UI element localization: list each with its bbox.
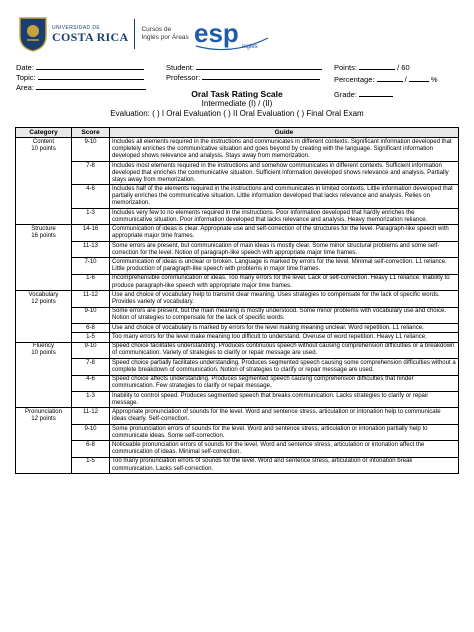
grade-row xyxy=(334,89,393,99)
table-row xyxy=(16,161,459,185)
student-label: Student: xyxy=(166,63,194,72)
percentage-field-2[interactable] xyxy=(409,74,429,82)
category-points: 16 points xyxy=(31,233,56,240)
guide-cell: Appropriate pronunciation of sounds for the level. Word and sentence stress, articulation or intonation help to communicate ideas clearly. Self-correction. xyxy=(110,408,459,424)
grade-field[interactable] xyxy=(359,89,393,97)
guide-cell: Use and choice of vocabulary is marked by errors for the level making meaning unclear. Word repetition. L1 reliance. xyxy=(110,324,459,333)
table-row xyxy=(16,258,459,274)
score-cell: 11-12 xyxy=(72,291,110,307)
category-cell xyxy=(16,408,72,474)
percentage-sep: / xyxy=(404,75,407,84)
guide-cell: Some errors are present, but communication of main ideas is mostly clear. Some minor structural problems and some self-correction for the level. Notion of paragraph-like speech with appropriate major time frames. xyxy=(110,241,459,257)
page-title: Oral Task Rating Scale xyxy=(191,89,283,99)
ucr-logo xyxy=(18,16,189,52)
points-total: / 60 xyxy=(397,63,410,72)
topic-field[interactable] xyxy=(38,72,144,80)
table-row xyxy=(16,342,459,358)
category-points: 10 points xyxy=(31,350,56,357)
esp-logo xyxy=(192,16,272,52)
grade-label: Grade: xyxy=(334,90,357,99)
score-cell: 1-5 xyxy=(72,457,110,473)
guide-cell: Speed choice facilitates understanding. Produces continuous speech without causing comprehension difficulties or a breakdown of communication. Variety of strategies to clarify or repair message are used. xyxy=(110,342,459,358)
score-cell: 6-8 xyxy=(72,324,110,333)
professor-label: Professor: xyxy=(166,73,201,82)
points-field[interactable] xyxy=(359,62,395,70)
score-cell: 9-10 xyxy=(72,138,110,162)
table-row xyxy=(16,225,459,241)
guide-cell: Speed choice partially facilitates understanding. Produces segmented speech causing some comprehension difficulties without a complete breakdown of communication. Notion of strategies to clarify or repair message are used. xyxy=(110,359,459,375)
guide-cell: Speed choice affects understanding. Produces segmented speech causing comprehension difficulties that hinder communication. Few strategies to clarify or repair message. xyxy=(110,375,459,391)
table-row xyxy=(16,274,459,290)
score-cell: 1-3 xyxy=(72,392,110,408)
percentage-field-1[interactable] xyxy=(377,74,403,82)
score-cell: 1-6 xyxy=(72,274,110,290)
score-cell: 4-6 xyxy=(72,375,110,391)
date-label: Date: xyxy=(16,63,34,72)
guide-cell: Includes very few to no elements required in the instructions. Poor information developed that hardly enriches the communicative situation. Poor information developed that lacks relevance and analysis. Heavy memorization reliance. xyxy=(110,209,459,225)
category-cell xyxy=(16,138,72,225)
esp-logo-sub: inglés xyxy=(242,44,258,50)
guide-cell: Too many pronunciation errors of sounds for the level. Word and sentence stress, articulation or intonation break communication. Lacks self-correction. xyxy=(110,457,459,473)
table-row xyxy=(16,138,459,162)
score-cell: 9-10 xyxy=(72,307,110,323)
table-row xyxy=(16,375,459,391)
guide-cell: Noticeable pronunciation errors of sounds for the level. Word and sentence stress, articulation or intonation affect the communication of ideas. Minimal self-correction. xyxy=(110,441,459,457)
guide-cell: Use and choice of vocabulary help to transmit clear meaning. Uses strategies to compensate for the lack of specific words. Provides variety of vocabulary. xyxy=(110,291,459,307)
guide-cell: Too many errors for the level make meaning too difficult to understand. Overuse of word repetition. Heavy L1 reliance. xyxy=(110,333,459,342)
percentage-suffix: % xyxy=(430,75,438,84)
category-cell xyxy=(16,225,72,291)
page-header xyxy=(14,14,460,58)
category-name: Pronunciation xyxy=(25,409,62,416)
score-cell: 11-12 xyxy=(72,408,110,424)
rubric-table xyxy=(15,127,459,474)
guide-cell: Incomprehensible communication of ideas. Too many errors for the level. Lack of self-correction. Heavy L1 reliance. Inability to produce paragraph-like speech with appropriate major time frames. xyxy=(110,274,459,290)
guide-cell: Includes half of the elements required in the instructions and communicates in limited contexts. Little information developed that partially enriches the communicative situation. Little information developed that lacks relevance and analysis. Relies on memorization. xyxy=(110,185,459,209)
table-row xyxy=(16,441,459,457)
score-header: Score xyxy=(72,128,110,138)
score-cell: 7-8 xyxy=(72,161,110,185)
table-row xyxy=(16,185,459,209)
esp-logo-text: esp xyxy=(194,18,239,48)
rubric-body xyxy=(16,138,459,474)
category-name: Structure xyxy=(31,226,56,233)
date-field[interactable] xyxy=(36,62,144,70)
table-row xyxy=(16,291,459,307)
table-row xyxy=(16,359,459,375)
guide-cell: Some pronunciation errors of sounds for the level. Word and sentence stress, articulation or intonation partially help to communicate ideas. Some self-correction. xyxy=(110,424,459,440)
category-points: 10 points xyxy=(31,146,56,153)
student-field[interactable] xyxy=(196,62,322,70)
guide-cell: Communication of ideas is clear. Appropriate use and self-correction of the structures for the level. Paragraph-like speech with appropriate major time frames. xyxy=(110,225,459,241)
topic-label: Topic: xyxy=(16,73,36,82)
program-line1: Cursos de xyxy=(141,26,172,34)
table-row xyxy=(16,209,459,225)
table-row xyxy=(16,333,459,342)
score-cell: 4-6 xyxy=(72,185,110,209)
category-points: 12 points xyxy=(31,298,56,305)
score-cell: 11-13 xyxy=(72,241,110,257)
category-cell xyxy=(16,342,72,408)
table-row xyxy=(16,408,459,424)
score-cell: 7-8 xyxy=(72,359,110,375)
score-cell: 7-10 xyxy=(72,258,110,274)
score-cell: 1-5 xyxy=(72,333,110,342)
ucr-seal-icon xyxy=(18,16,48,52)
guide-header: Guide xyxy=(110,128,459,138)
table-row xyxy=(16,424,459,440)
category-cell xyxy=(16,291,72,343)
table-row xyxy=(16,324,459,333)
table-row xyxy=(16,392,459,408)
evaluation-line: Evaluation: ( ) I Oral Evaluation ( ) II Oral Evaluation ( ) Final Oral Exam xyxy=(110,109,364,118)
area-label: Area: xyxy=(16,83,34,92)
table-row xyxy=(16,457,459,473)
guide-cell: Communication of ideas is unclear or broken. Language is marked by errors for the level. Minimal self-correction. L1 reliance. Little production of paragraph-like speech with problems in major time frames. xyxy=(110,258,459,274)
table-row xyxy=(16,241,459,257)
score-cell: 9-10 xyxy=(72,424,110,440)
table-header-row xyxy=(16,128,459,138)
institution-line1: UNIVERSIDAD DE xyxy=(52,24,101,31)
score-cell: 1-3 xyxy=(72,209,110,225)
category-name: Content xyxy=(32,138,55,145)
score-cell: 14-16 xyxy=(72,225,110,241)
table-row xyxy=(16,307,459,323)
percentage-label: Percentage: xyxy=(334,75,375,84)
guide-cell: Includes all elements required in the instructions and communicates in different contexts. Significant information developed that completely enriches the communicative situation and goes beyond by creating with the language. Significant information developed shows relevance and analysis. Stays away from memorization. xyxy=(110,138,459,162)
category-points: 12 points xyxy=(31,416,56,423)
level-line: Intermediate (I) / (II) xyxy=(201,99,273,108)
logo-divider xyxy=(134,19,135,49)
category-name: Fluency xyxy=(32,343,55,350)
program-line2: Inglés por Áreas xyxy=(141,34,189,41)
guide-cell: Some errors are present, but the main meaning is mostly understood. Some minor problems with vocabulary use and choice. Notion of strategies to compensate for the lack of specific words. xyxy=(110,307,459,323)
score-cell: 6-8 xyxy=(72,441,110,457)
institution-line2: COSTA RICA xyxy=(52,29,129,44)
category-name: Vocabulary xyxy=(28,291,59,298)
category-header: Category xyxy=(16,128,72,138)
score-cell: 9-10 xyxy=(72,342,110,358)
professor-field[interactable] xyxy=(202,72,320,80)
guide-cell: Inability to control speed. Produces segmented speech that breaks communication. Lacks strategies to clarify or repair message. xyxy=(110,392,459,408)
points-label: Points: xyxy=(334,63,357,72)
guide-cell: Includes most elements required in the instructions and somehow communicates in different contexts. Sufficient information developed that enriches the communicative situation. Sufficient information developed shows relevance and analysis. Partially stays away from memorization. xyxy=(110,161,459,185)
